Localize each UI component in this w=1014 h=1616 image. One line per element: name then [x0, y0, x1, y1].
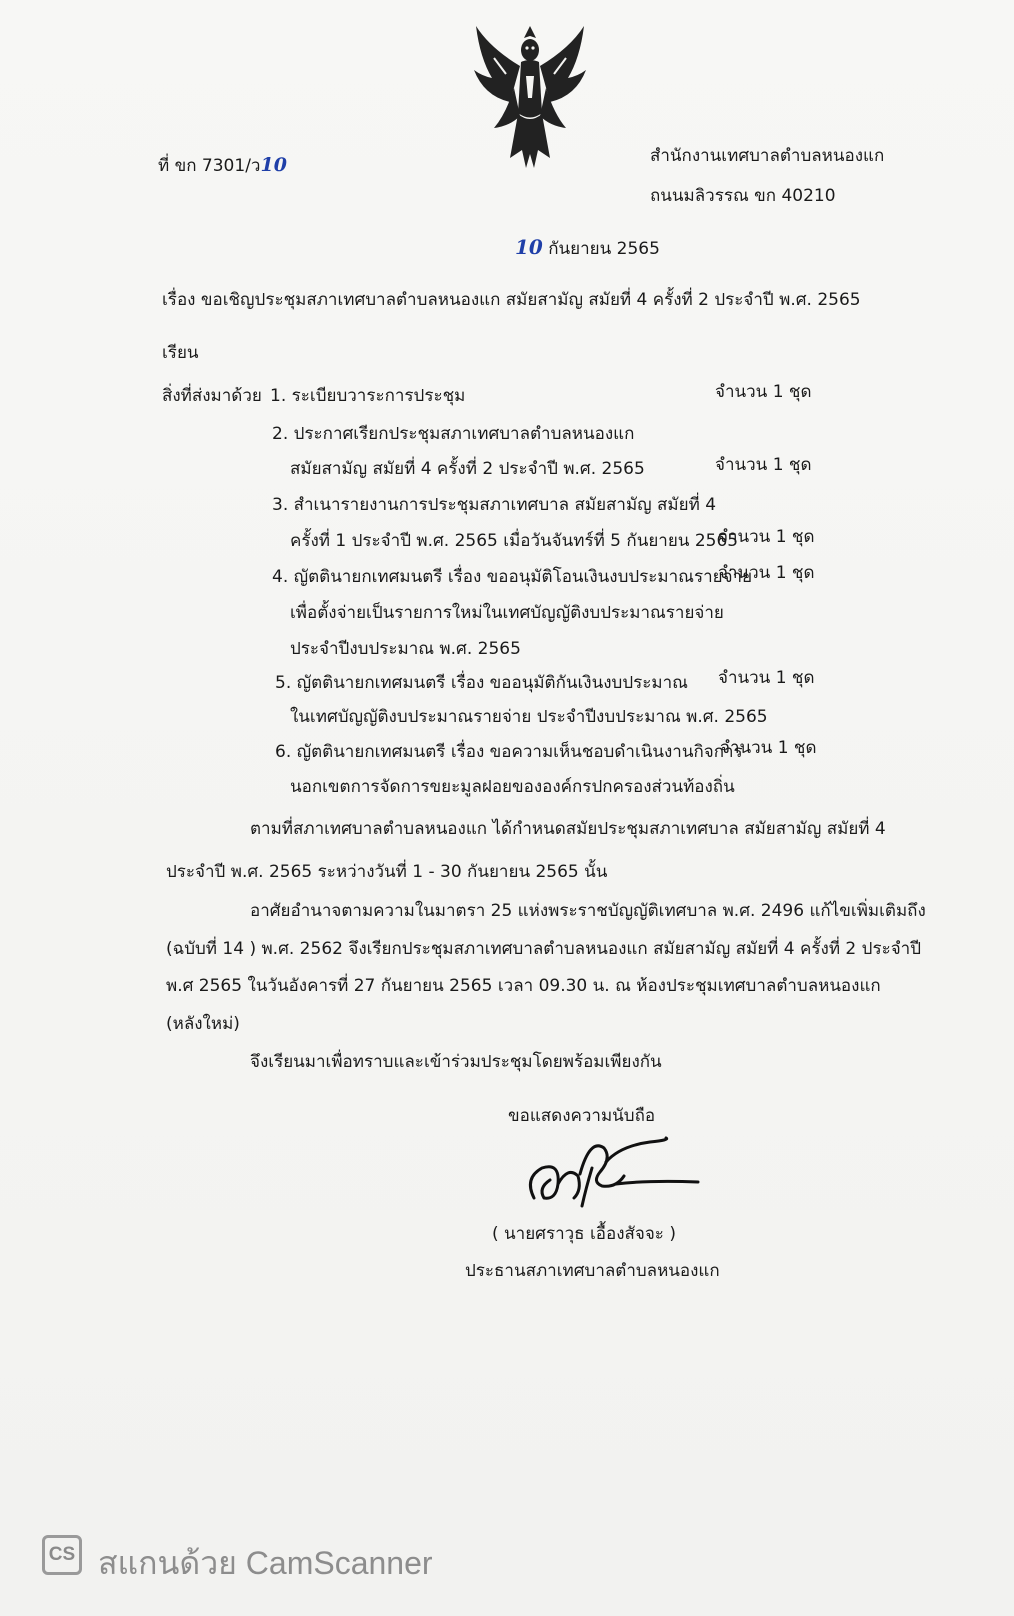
garuda-emblem-icon	[470, 18, 590, 178]
document-number-handwritten: 10	[260, 154, 287, 176]
attachment-item-4-line-1: 4. ญัตตินายกเทศมนตรี เรื่อง ขออนุมัติโอนเงินงบประมาณรายจ่าย	[272, 567, 753, 587]
attachment-item-5-line-1: 5. ญัตตินายกเทศมนตรี เรื่อง ขออนุมัติกันเงินงบประมาณ	[275, 673, 688, 693]
paragraph-3: จึงเรียนมาเพื่อทราบและเข้าร่วมประชุมโดยพร้อมเพียงกัน	[250, 1052, 662, 1072]
attachment-item-2-line-2: สมัยสามัญ สมัยที่ 4 ครั้งที่ 2 ประจำปี พ.ศ. 2565	[290, 459, 645, 479]
attachment-item-3-line-1: 3. สำเนารายงานการประชุมสภาเทศบาล สมัยสามัญ สมัยที่ 4	[272, 495, 717, 515]
paragraph-1-line-1: ตามที่สภาเทศบาลตำบลหนองแก ได้กำหนดสมัยประชุมสภาเทศบาล สมัยสามัญ สมัยที่ 4	[250, 819, 886, 839]
document-number	[158, 152, 287, 179]
camscanner-watermark: สแกนด้วย CamScanner	[98, 1545, 433, 1581]
signatory-name: ( นายศราวุธ เอื้องสัจจะ )	[492, 1224, 676, 1244]
subject-label: เรื่อง	[162, 290, 196, 310]
camscanner-logo-icon: CS	[42, 1535, 82, 1575]
closing-regards: ขอแสดงความนับถือ	[508, 1106, 656, 1126]
attachment-item-6-line-2: นอกเขตการจัดการขยะมูลฝอยขององค์กรปกครองส่วนท้องถิ่น	[290, 777, 735, 797]
office-address: ถนนมลิวรรณ ขก 40210	[650, 186, 836, 206]
attachment-item-2-line-1: 2. ประกาศเรียกประชุมสภาเทศบาลตำบลหนองแก	[272, 424, 635, 444]
attachment-item-1-qty: จำนวน 1 ชุด	[715, 382, 812, 402]
paragraph-2-line-1: อาศัยอำนาจตามความในมาตรา 25 แห่งพระราชบัญญัติเทศบาล พ.ศ. 2496 แก้ไขเพิ่มเติมถึง	[250, 901, 926, 921]
date-day-handwritten: 10	[515, 235, 543, 259]
attachment-item-3-line-2: ครั้งที่ 1 ประจำปี พ.ศ. 2565 เมื่อวันจันทร์ที่ 5 กันยายน 2565	[290, 531, 739, 551]
subject-text: ขอเชิญประชุมสภาเทศบาลตำบลหนองแก สมัยสามัญ สมัยที่ 4 ครั้งที่ 2 ประจำปี พ.ศ. 2565	[200, 290, 861, 310]
attachment-item-4-line-3: ประจำปีงบประมาณ พ.ศ. 2565	[290, 639, 521, 659]
attachment-item-4-qty: จำนวน 1 ชุด	[718, 563, 815, 583]
attachment-item-3-qty: จำนวน 1 ชุด	[718, 527, 815, 547]
attachments-label: สิ่งที่ส่งมาด้วย	[162, 386, 262, 406]
attachment-item-6-qty: จำนวน 1 ชุด	[720, 738, 817, 758]
office-name: สำนักงานเทศบาลตำบลหนองแก	[650, 146, 885, 166]
attachment-item-1-line-1: 1. ระเบียบวาระการประชุม	[270, 386, 466, 406]
paragraph-2-line-3: พ.ศ 2565 ในวันอังคารที่ 27 กันยายน 2565 เวลา 09.30 น. ณ ห้องประชุมเทศบาลตำบลหนองแก	[166, 976, 881, 996]
paragraph-2-line-4: (หลังใหม่)	[166, 1014, 240, 1034]
attachment-item-2-qty: จำนวน 1 ชุด	[715, 455, 812, 475]
subject-line	[162, 286, 861, 313]
document-number-printed: ที่ ขก 7301/ว	[158, 156, 261, 176]
recipient-label: เรียน	[162, 343, 199, 363]
attachment-item-6-line-1: 6. ญัตตินายกเทศมนตรี เรื่อง ขอความเห็นชอบดำเนินงานกิจการ	[275, 742, 743, 762]
paragraph-2-line-2: (ฉบับที่ 14 ) พ.ศ. 2562 จึงเรียกประชุมสภาเทศบาลตำบลหนองแก สมัยสามัญ สมัยที่ 4 ครั้งที่ 2 ประจำปี	[166, 939, 921, 959]
paragraph-1-line-2: ประจำปี พ.ศ. 2565 ระหว่างวันที่ 1 - 30 กันยายน 2565 นั้น	[166, 862, 608, 882]
date-month-year: กันยายน 2565	[548, 239, 660, 259]
attachment-item-4-line-2: เพื่อตั้งจ่ายเป็นรายการใหม่ในเทศบัญญัติงบประมาณรายจ่าย	[290, 603, 724, 623]
signatory-position: ประธานสภาเทศบาลตำบลหนองแก	[465, 1261, 720, 1281]
attachment-item-5-line-2: ในเทศบัญญัติงบประมาณรายจ่าย ประจำปีงบประมาณ พ.ศ. 2565	[290, 707, 768, 727]
attachment-item-5-qty: จำนวน 1 ชุด	[718, 668, 815, 688]
document-date	[515, 235, 660, 262]
